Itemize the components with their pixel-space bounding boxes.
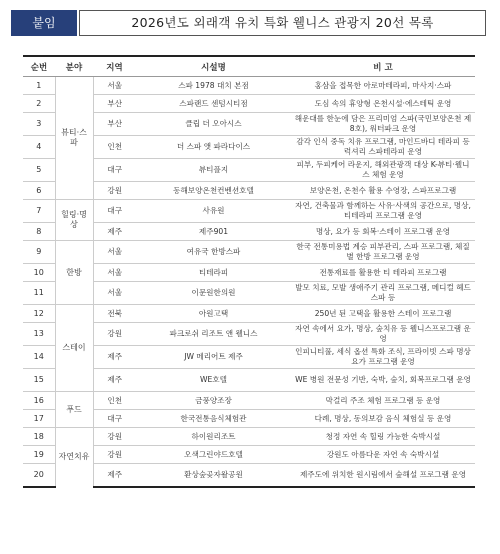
- facility-cell: 사유원: [136, 200, 291, 223]
- note-cell: 홍삼을 접목한 아로마테라피, 마사지·스파: [291, 77, 475, 95]
- row-number: 8: [23, 223, 55, 241]
- column-header-note: 비 고: [291, 56, 475, 77]
- facility-cell: 한국전통음식체험관: [136, 410, 291, 428]
- region-cell: 제주: [93, 223, 136, 241]
- note-cell: 한국 전통미용법 계승 피부관리, 스파 프로그램, 체질별 한방 프로그램 운영: [291, 241, 475, 264]
- facility-cell: 더 스파 앳 파라다이스: [136, 136, 291, 159]
- row-number: 18: [23, 428, 55, 446]
- region-cell: 인천: [93, 136, 136, 159]
- note-cell: 발모 치료, 모발 생애주기 관리 프로그램, 메디컬 헤드스파 등: [291, 282, 475, 305]
- note-cell: 막걸리 주조 체험 프로그램 등 운영: [291, 392, 475, 410]
- facility-cell: 클립 더 오아시스: [136, 113, 291, 136]
- region-cell: 서울: [93, 282, 136, 305]
- region-cell: 강원: [93, 182, 136, 200]
- row-number: 6: [23, 182, 55, 200]
- wellness-destination-table: [23, 55, 475, 488]
- region-cell: 서울: [93, 77, 136, 95]
- column-header-region: 지역: [93, 56, 136, 77]
- facility-cell: 제주901: [136, 223, 291, 241]
- region-cell: 제주: [93, 346, 136, 369]
- table-row: [23, 77, 475, 95]
- row-number: 1: [23, 77, 55, 95]
- region-cell: 부산: [93, 113, 136, 136]
- note-cell: 강원도 아름다운 자연 속 숙박시설: [291, 446, 475, 464]
- category-cell: 스테이: [55, 305, 93, 392]
- row-number: 15: [23, 369, 55, 392]
- facility-cell: 여유국 한방스파: [136, 241, 291, 264]
- note-cell: 피부, 두피케어 라운지, 해외관광객 대상 K-뷰티·웰니스 체험 운영: [291, 159, 475, 182]
- row-number: 17: [23, 410, 55, 428]
- note-cell: 인피니티풀, 세식 옵션 특화 조식, 프라이빗 스파 명상 요가 프로그램 운영: [291, 346, 475, 369]
- category-cell: 한방: [55, 241, 93, 305]
- facility-cell: 스파 1978 대치 본점: [136, 77, 291, 95]
- facility-cell: 금풍양조장: [136, 392, 291, 410]
- note-cell: 감각 인식 중독 치유 프로그램, 마인드바디 테라피 등 럭셔리 스파테라피 운영: [291, 136, 475, 159]
- note-cell: WE 병원 전문성 기반, 숙박, 숲치, 회복프로그램 운영: [291, 369, 475, 392]
- note-cell: 자연, 건축물과 함께하는 사유·사색의 공간으로, 명상, 티테라피 프로그램 운영: [291, 200, 475, 223]
- region-cell: 부산: [93, 95, 136, 113]
- region-cell: 대구: [93, 200, 136, 223]
- row-number: 10: [23, 264, 55, 282]
- category-cell: 뷰티·스파: [55, 77, 93, 200]
- column-header-category: 분야: [55, 56, 93, 77]
- facility-cell: 파크로쉬 리조트 앤 웰니스: [136, 323, 291, 346]
- category-cell: 푸드: [55, 392, 93, 428]
- row-number: 13: [23, 323, 55, 346]
- facility-cell: 아원고택: [136, 305, 291, 323]
- row-number: 11: [23, 282, 55, 305]
- attachment-badge: 붙임: [11, 10, 77, 36]
- row-number: 5: [23, 159, 55, 182]
- table-row: [23, 428, 475, 446]
- row-number: 4: [23, 136, 55, 159]
- row-number: 2: [23, 95, 55, 113]
- table-row: [23, 392, 475, 410]
- region-cell: 인천: [93, 392, 136, 410]
- row-number: 7: [23, 200, 55, 223]
- facility-cell: 환상숲곶자왈공원: [136, 464, 291, 487]
- row-number: 14: [23, 346, 55, 369]
- column-header-facility: 시설명: [136, 56, 291, 77]
- note-cell: 명상, 요가 등 회복·스테이 프로그램 운영: [291, 223, 475, 241]
- row-number: 9: [23, 241, 55, 264]
- note-cell: 해운대를 한눈에 담은 프리미엄 스파(국민보양온천 제8호), 워터파크 운영: [291, 113, 475, 136]
- facility-cell: WE호텔: [136, 369, 291, 392]
- note-cell: 250년 된 고택을 활용한 스테이 프로그램: [291, 305, 475, 323]
- table-row: [23, 241, 475, 264]
- note-cell: 자연 속에서 요가, 명상, 숲치유 등 웰니스프로그램 운영: [291, 323, 475, 346]
- category-cell: 자연치유: [55, 428, 93, 487]
- region-cell: 대구: [93, 410, 136, 428]
- note-cell: 보양온천, 온천수 활용 수영장, 스파프로그램: [291, 182, 475, 200]
- note-cell: 청정 자연 속 힐링 가능한 숙박시설: [291, 428, 475, 446]
- table-row: [23, 200, 475, 223]
- region-cell: 전북: [93, 305, 136, 323]
- facility-cell: 스파랜드 센텀시티점: [136, 95, 291, 113]
- region-cell: 강원: [93, 428, 136, 446]
- facility-cell: 동해보양온천컨벤션호텔: [136, 182, 291, 200]
- note-cell: 제주도에 위치한 원시림에서 숲해설 프로그램 운영: [291, 464, 475, 487]
- row-number: 3: [23, 113, 55, 136]
- row-number: 16: [23, 392, 55, 410]
- document-title: 2026년도 외래객 유치 특화 웰니스 관광지 20선 목록: [79, 10, 486, 36]
- note-cell: 도심 속의 휴양형 온천시설·에스테틱 운영: [291, 95, 475, 113]
- row-number: 12: [23, 305, 55, 323]
- facility-cell: 이문원한의원: [136, 282, 291, 305]
- row-number: 19: [23, 446, 55, 464]
- region-cell: 대구: [93, 159, 136, 182]
- region-cell: 서울: [93, 241, 136, 264]
- note-cell: 다례, 명상, 동의보감 음식 체험실 등 운영: [291, 410, 475, 428]
- facility-cell: JW 메리어트 제주: [136, 346, 291, 369]
- region-cell: 서울: [93, 264, 136, 282]
- table-row: [23, 305, 475, 323]
- note-cell: 전통재료를 활용한 티 테라피 프로그램: [291, 264, 475, 282]
- region-cell: 제주: [93, 369, 136, 392]
- category-cell: 힐링·명상: [55, 200, 93, 241]
- region-cell: 강원: [93, 446, 136, 464]
- column-header-number: 순번: [23, 56, 55, 77]
- facility-cell: 티테라피: [136, 264, 291, 282]
- document-header: [11, 10, 489, 36]
- facility-cell: 뷰티플지: [136, 159, 291, 182]
- region-cell: 강원: [93, 323, 136, 346]
- table-header-row: [23, 56, 475, 77]
- row-number: 20: [23, 464, 55, 487]
- facility-cell: 하이원리조트: [136, 428, 291, 446]
- region-cell: 제주: [93, 464, 136, 487]
- facility-cell: 오색그린야드호텔: [136, 446, 291, 464]
